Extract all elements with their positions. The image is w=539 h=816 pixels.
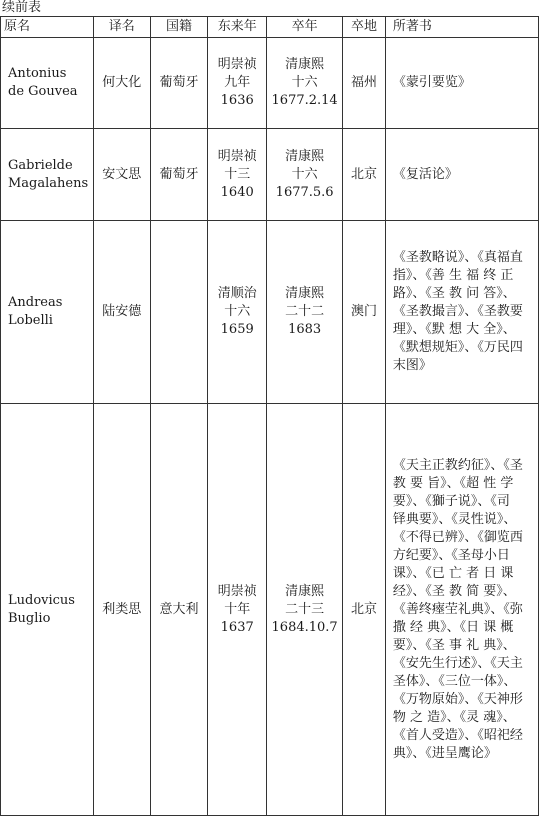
death-line: 1683 bbox=[288, 322, 322, 337]
works-line: 《安先生行述》、《天主 bbox=[392, 655, 523, 671]
header-death-year: 卒年 bbox=[267, 17, 343, 38]
header-arrival-year: 东来年 bbox=[208, 17, 267, 38]
works-line: 铎典要》、《灵性说》、 bbox=[392, 511, 517, 527]
cell-death-year bbox=[267, 221, 343, 404]
arrival-line: 十六 bbox=[224, 304, 251, 319]
cell-works bbox=[385, 221, 538, 404]
death-line: 二十二 bbox=[285, 304, 325, 319]
cell-death-place: 北京 bbox=[343, 404, 386, 816]
name-line: de Gouvea bbox=[8, 84, 78, 99]
cell-translated-name: 安文思 bbox=[93, 129, 150, 221]
header-death-place: 卒地 bbox=[343, 17, 386, 38]
table-row bbox=[1, 38, 539, 129]
works-line: 圣体》、《三位一体》、 bbox=[392, 673, 517, 689]
arrival-line: 十年 bbox=[224, 601, 251, 617]
works-line: 《不得已辨》、《御览西 bbox=[392, 529, 523, 545]
cell-translated-name: 何大化 bbox=[93, 38, 150, 129]
death-line: 十六 bbox=[291, 166, 318, 182]
cell-works bbox=[385, 38, 538, 129]
cell-death-year bbox=[267, 404, 343, 816]
cell-death-year bbox=[267, 129, 343, 221]
arrival-line: 1636 bbox=[220, 93, 254, 108]
cell-death-place: 澳门 bbox=[343, 221, 386, 404]
works-line: 路》、《圣 教 问 答》、 bbox=[392, 286, 516, 301]
death-line: 清康熙 bbox=[285, 57, 325, 72]
works-line: 《圣教略说》、《真福直 bbox=[392, 250, 523, 265]
works-line: 《万物原始》、《天神形 bbox=[392, 691, 523, 707]
cell-original-name bbox=[1, 404, 94, 816]
table-row bbox=[1, 129, 539, 221]
arrival-line: 1640 bbox=[220, 184, 254, 200]
works-line: 方纪要》、《圣母小日 bbox=[392, 547, 510, 563]
cell-works bbox=[385, 404, 538, 816]
works-line: 经》、《圣 教 简 要》、 bbox=[392, 583, 516, 599]
header-nationality: 国籍 bbox=[150, 17, 208, 38]
cell-arrival-year bbox=[208, 129, 267, 221]
table-caption: 续前表 bbox=[2, 0, 42, 15]
death-line: 1677.2.14 bbox=[271, 93, 338, 108]
arrival-line: 明崇祯 bbox=[217, 583, 257, 599]
works-line: 撒 经 典》、《日 课 概 bbox=[392, 619, 514, 635]
arrival-line: 十三 bbox=[224, 166, 251, 182]
cell-arrival-year bbox=[208, 404, 267, 816]
cell-nationality: 葡萄牙 bbox=[150, 38, 208, 129]
cell-arrival-year bbox=[208, 38, 267, 129]
works-line: 《复活论》 bbox=[392, 166, 458, 182]
arrival-line: 1637 bbox=[220, 619, 254, 635]
arrival-line: 清顺治 bbox=[217, 286, 257, 301]
name-line: Buglio bbox=[8, 610, 51, 626]
header-row bbox=[1, 17, 539, 38]
arrival-line: 九年 bbox=[224, 75, 251, 90]
arrival-line: 明崇祯 bbox=[217, 57, 257, 72]
works-line: 《圣教撮言》、《圣教要 bbox=[392, 304, 523, 319]
works-line: 物 之 造》、《灵 魂》、 bbox=[392, 709, 516, 725]
death-line: 1677.5.6 bbox=[275, 184, 334, 200]
works-line: 《天主正教约征》、《圣 bbox=[392, 457, 523, 473]
name-line: Andreas bbox=[8, 295, 63, 310]
arrival-line: 1659 bbox=[220, 322, 254, 337]
death-line: 清康熙 bbox=[285, 286, 325, 301]
cell-nationality: 葡萄牙 bbox=[150, 129, 208, 221]
name-line: Antonius bbox=[8, 66, 67, 81]
death-line: 十六 bbox=[291, 75, 318, 90]
cell-nationality bbox=[150, 221, 208, 404]
cell-death-place: 北京 bbox=[343, 129, 386, 221]
cell-death-year bbox=[267, 38, 343, 129]
table-row bbox=[1, 221, 539, 404]
arrival-line: 明崇祯 bbox=[217, 148, 257, 164]
works-line: 课》、《已 亡 者 日 课 bbox=[392, 565, 514, 581]
name-line: Ludovicus bbox=[8, 592, 75, 608]
table-row bbox=[1, 404, 539, 816]
missionary-table bbox=[0, 16, 539, 816]
cell-original-name bbox=[1, 221, 94, 404]
works-line: 教 要 旨》、《超 性 学 bbox=[392, 475, 514, 491]
header-works: 所著书 bbox=[385, 17, 538, 38]
cell-original-name bbox=[1, 38, 94, 129]
cell-translated-name: 利类思 bbox=[93, 404, 150, 816]
cell-death-place: 福州 bbox=[343, 38, 386, 129]
works-line: 指》、《善 生 福 终 正 bbox=[392, 268, 514, 283]
death-line: 清康熙 bbox=[285, 583, 325, 599]
works-line: 《善终瘞茔礼典》、《弥 bbox=[392, 601, 523, 617]
name-line: Gabrielde bbox=[8, 157, 73, 173]
name-line: Lobelli bbox=[8, 313, 53, 328]
name-line: Magalahens bbox=[8, 175, 89, 191]
header-translated-name: 译名 bbox=[93, 17, 150, 38]
death-line: 二十三 bbox=[285, 601, 325, 617]
header-original-name: 原名 bbox=[1, 17, 94, 38]
cell-nationality: 意大利 bbox=[150, 404, 208, 816]
works-line: 典》、《进呈鹰论》 bbox=[392, 745, 497, 761]
cell-works bbox=[385, 129, 538, 221]
works-line: 《默想规矩》、《万民四 bbox=[392, 340, 523, 355]
cell-original-name bbox=[1, 129, 94, 221]
works-line: 要》、《獅子说》、《司 bbox=[392, 493, 510, 509]
works-line: 要》、《圣 事 礼 典》、 bbox=[392, 637, 516, 653]
works-line: 《蒙引要览》 bbox=[392, 75, 471, 90]
works-line: 末图》 bbox=[392, 358, 432, 373]
death-line: 1684.10.7 bbox=[271, 619, 338, 635]
death-line: 清康熙 bbox=[285, 148, 325, 164]
cell-translated-name: 陆安德 bbox=[93, 221, 150, 404]
works-line: 《首人受造》、《昭祀经 bbox=[392, 727, 523, 743]
cell-arrival-year bbox=[208, 221, 267, 404]
works-line: 理》、《默 想 大 全》、 bbox=[392, 322, 516, 337]
